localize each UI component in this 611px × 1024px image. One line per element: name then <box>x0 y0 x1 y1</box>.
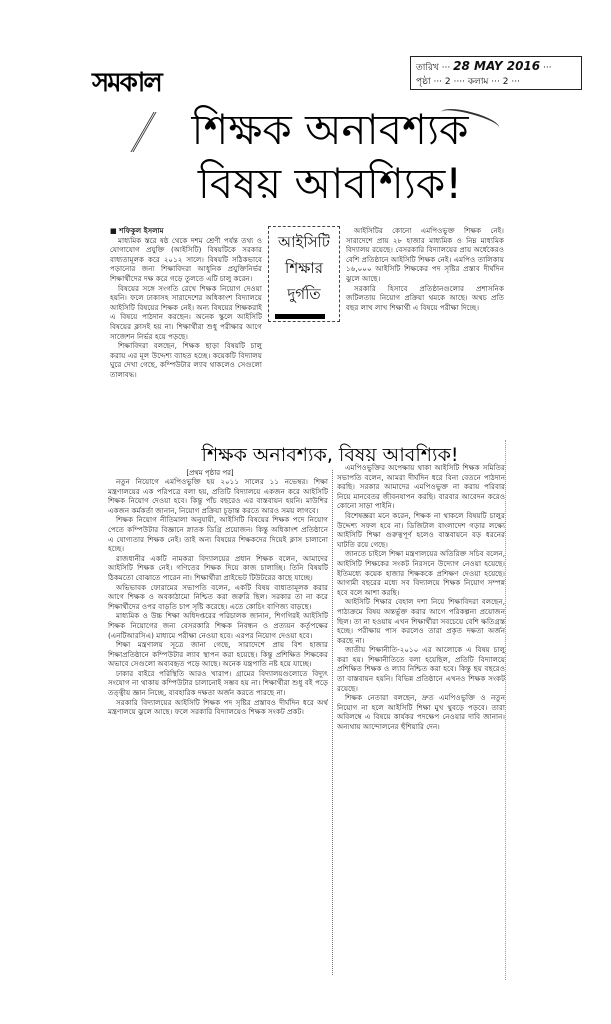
byline-text: শফিকুল ইসলাম <box>119 226 164 235</box>
paragraph: সরকারি হিসাবে প্রতিষ্ঠানগুলোর প্রশাসনিক জটিলতায় নিয়োগ প্রক্রিয়া থমকে আছে। অথচ প্রতি বছর লাখ লাখ শিক্ষার্থী এ বিষয়ে পরীক্ষা দিচ্ছে। <box>346 283 504 312</box>
inset-bar <box>275 314 325 319</box>
paragraph: বিষয়ের সঙ্গে সংগতি রেখে শিক্ষক নিয়োগ দেওয়া হয়নি। ফলে ঢাকাসহ সারাদেশের অধিকাংশ বিদ্যালয়ে আইসিটি বিষয়ের শিক্ষক নেই। অন্য বিষয়ের শিক্ষকরাই এ বিষয়ে পাঠদান করছেন। অনেক স্কুলে আইসিটি বিষয়ের ক্লাসই হয় না। শিক্ষার্থীরা শুধু পরীক্ষার আগে সাজেশন নির্ভর হয়ে পড়ছে। <box>110 283 262 341</box>
paragraph: বিশেষজ্ঞরা মনে করেন, শিক্ষক না থাকলে বিষয়টি চালুর উদ্দেশ্য সফল হবে না। ডিজিটাল বাংলাদেশ গড়ার লক্ষ্যে আইসিটি শিক্ষা গুরুত্বপূর্ণ হলেও বাস্তবায়নে বড় ধরনের ঘাটতি রয়ে গেছে। <box>337 510 505 549</box>
paragraph: শিক্ষক নিয়োগ নীতিমালা অনুযায়ী, আইসিটি বিষয়ের শিক্ষক পদে নিয়োগ পেতে কম্পিউটার বিজ্ঞানে স্নাতক ডিগ্রি প্রয়োজন। কিন্তু অধিকাংশ প্রতিষ্ঠানে এ যোগ্যতার শিক্ষক নেই। তাই অন্য বিষয়ের শিক্ষকদের দিয়েই ক্লাস চালানো হচ্ছে। <box>108 515 328 554</box>
inset-line-1: আইসিটি <box>278 233 330 251</box>
page-value: 2 <box>444 77 451 87</box>
lead-column-1 <box>110 226 262 436</box>
paragraph: এমপিওভুক্তির অপেক্ষায় থাকা আইসিটি শিক্ষক সমিতির সভাপতি বলেন, আমরা দীর্ঘদিন ধরে বিনা বেতনে পাঠদান করছি। সরকার আমাদের এমপিওভুক্ত না করায় পরিবার নিয়ে মানবেতর জীবনযাপন করছি। বারবার আবেদন করেও কোনো সাড়া পাইনি। <box>337 463 505 511</box>
column-label: কলাম <box>467 77 489 87</box>
paragraph: সরকারি বিদ্যালয়ের আইসিটি শিক্ষক পদ সৃষ্টির প্রস্তাবও দীর্ঘদিন ধরে অর্থ মন্ত্রণালয়ে ঝুলে আছে। ফলে সরকারি বিদ্যালয়েও শিক্ষক সংকট প্রকট। <box>108 697 328 717</box>
inset-box <box>268 226 340 322</box>
column-value: 2 <box>502 77 509 87</box>
newspaper-masthead: সমকাল <box>92 68 161 98</box>
paragraph: জানতে চাইলে শিক্ষা মন্ত্রণালয়ের অতিরিক্ত সচিব বলেন, আইসিটি শিক্ষকের সংকট নিরসনে উদ্যোগ নেওয়া হয়েছে। ইতিমধ্যে কয়েক হাজার শিক্ষককে প্রশিক্ষণ দেওয়া হয়েছে। আগামী বছরের মধ্যে সব বিদ্যালয়ে শিক্ষক নিয়োগ সম্পন্ন হবে বলে আশা করছি। <box>337 549 505 597</box>
body-column-2 <box>337 463 505 975</box>
column-divider <box>332 470 333 975</box>
date-value: 28 MAY 2016 <box>453 59 541 73</box>
paragraph: নতুন নিয়োগে এমপিওভুক্তি হয় ২০১১ সালের ১১ নভেম্বর। শিক্ষা মন্ত্রণালয়ের এক পরিপত্রে বলা হয়, প্রতিটি বিদ্যালয়ে একজন করে আইসিটি শিক্ষক নিয়োগ দেওয়া হবে। কিন্তু পাঁচ বছরেও এর বাস্তবায়ন হয়নি। মাউশির একজন কর্মকর্তা জানান, নিয়োগ প্রক্রিয়া চূড়ান্ত করতে আরও সময় লাগবে। <box>108 477 328 515</box>
paragraph: মাধ্যমিক ও উচ্চ শিক্ষা অধিদপ্তরের পরিচালক জানান, শিগগিরই আইসিটি শিক্ষক নিয়োগের জন্য বেসরকারি শিক্ষক নিবন্ধন ও প্রত্যয়ন কর্তৃপক্ষের (এনটিআরসিএ) মাধ্যমে পরীক্ষা নেওয়া হবে। এরপর নিয়োগ দেওয়া হবে। <box>108 611 328 640</box>
paragraph: আইসিটির কোনো এমপিওভুক্ত শিক্ষক নেই। সারাদেশে প্রায় ২৮ হাজার মাধ্যমিক ও নিম্ন মাধ্যমিক বিদ্যালয় রয়েছে। বেসরকারি বিদ্যালয়ের প্রায় অর্ধেকেরও বেশি প্রতিষ্ঠানে আইসিটি শিক্ষক নেই। এমপিও তালিকায় ১৬,০০০ আইসিটি শিক্ষকের পদ সৃষ্টির প্রস্তাব দীর্ঘদিন ঝুলে আছে। <box>346 226 504 283</box>
paragraph: ঢাকার বাইরে পরিস্থিতি আরও খারাপ। গ্রামের বিদ্যালয়গুলোতে বিদ্যুৎ সংযোগ না থাকায় কম্পিউটার চালানোই সম্ভব হয় না। শিক্ষার্থীরা শুধু বই পড়ে তত্ত্বীয় জ্ঞান নিচ্ছে, ব্যবহারিক দক্ষতা অর্জন করতে পারছে না। <box>108 668 328 698</box>
paragraph: শিক্ষক নেতারা বলছেন, দ্রুত এমপিওভুক্তি ও নতুন নিয়োগ না হলে আইসিটি শিক্ষা মুখ থুবড়ে পড়বে। তারা অবিলম্বে এ বিষয়ে কার্যকর পদক্ষেপ নেওয়ার দাবি জানান। অন্যথায় আন্দোলনের হুঁশিয়ারি দেন। <box>337 693 505 732</box>
continued-label: [প্রথম পৃষ্ঠার পর] <box>186 469 234 477</box>
inset-line-3: দুর্গতি <box>287 285 321 303</box>
inset-line-2: শিক্ষার <box>285 259 323 277</box>
paragraph: শিক্ষা মন্ত্রণালয় সূত্রে জানা গেছে, সারাদেশে প্রায় বিশ হাজার শিক্ষাপ্রতিষ্ঠানে কম্পিউটার ল্যাব স্থাপন করা হয়েছে। কিন্তু প্রশিক্ষিত শিক্ষকের অভাবে সেগুলো অব্যবহৃত পড়ে আছে। অনেক যন্ত্রপাতি নষ্ট হয়ে যাচ্ছে। <box>108 640 328 669</box>
paragraph: মাধ্যমিক স্তরে ষষ্ঠ থেকে দশম শ্রেণী পর্যন্ত তথ্য ও যোগাযোগ প্রযুক্তি (আইসিটি) বিষয়টিকে সরকার বাধ্যতামূলক করে ২০১২ সালে। বিষয়টি সঠিকভাবে পড়ানোর জন্য শিক্ষাবিদরা আধুনিক প্রযুক্তিনির্ভর শিক্ষার্থীদের দক্ষ করে গড়ে তুলতে এটি চালু করেন। <box>110 235 262 283</box>
paragraph: আইসিটি শিক্ষার বেহাল দশা নিয়ে শিক্ষাবিদরা বলছেন, পাঠ্যক্রমে বিষয় অন্তর্ভুক্ত করার আগে পরিকল্পনা প্রয়োজন ছিল। তা না হওয়ায় এখন শিক্ষার্থীরা সবচেয়ে বেশি ক্ষতিগ্রস্ত হচ্ছে। পরীক্ষায় পাস করলেও তারা প্রকৃত দক্ষতা অর্জন করছে না। <box>337 597 505 645</box>
paragraph: জাতীয় শিক্ষানীতি-২০১০ এর আলোকে এ বিষয় চালু করা হয়। শিক্ষানীতিতে বলা হয়েছিল, প্রতিটি বিদ্যালয়ে প্রশিক্ষিত শিক্ষক ও ল্যাব নিশ্চিত করা হবে। কিন্তু ছয় বছরেও তা বাস্তবায়ন হয়নি। বিভিন্ন প্রতিষ্ঠানে এখনও শিক্ষক সংকট রয়েছে। <box>337 645 505 693</box>
sub-headline: শিক্ষক অনাবশ্যক, বিষয় আবশ্যিক! <box>201 444 459 466</box>
column-edge <box>505 440 506 980</box>
paragraph: অভিভাবক ফোরামের সভাপতি বলেন, একটি বিষয় বাধ্যতামূলক করার আগে শিক্ষক ও অবকাঠামো নিশ্চিত করা জরুরি ছিল। সরকার তা না করে শিক্ষার্থীদের ওপর বাড়তি চাপ সৃষ্টি করেছে। এতে কোচিং বাণিজ্য বাড়ছে। <box>108 582 328 611</box>
headline-line-2: বিষয় আবশ্যিক! <box>197 159 463 208</box>
date-label: তারিখ <box>416 63 439 73</box>
page-label: পৃষ্ঠা <box>416 77 431 87</box>
body-column-1 <box>108 477 328 977</box>
lead-column-2 <box>346 226 504 436</box>
byline: ■ শফিকুল ইসলাম <box>110 226 164 235</box>
clipping-date-stamp: তারিখ ··· 28 MAY 2016 ··· পৃষ্ঠা ··· 2 ···· কলাম ··· 2 ··· <box>410 56 582 90</box>
headline-line-1: শিক্ষক অনাবশ্যক <box>191 105 469 154</box>
paragraph: রাজধানীর একটি নামকরা বিদ্যালয়ের প্রধান শিক্ষক বলেন, আমাদের আইসিটি শিক্ষক নেই। গণিতের শিক্ষক দিয়ে কাজ চালাচ্ছি। তিনি বিষয়টি ঠিকমতো বোঝাতে পারেন না। শিক্ষার্থীরা প্রাইভেট টিউটরের কাছে যাচ্ছে। <box>108 553 328 582</box>
paragraph: শিক্ষাবিদরা বলছেন, শিক্ষক ছাড়া বিষয়টি চালু করায় এর মূল উদ্দেশ্য ব্যাহত হচ্ছে। কয়েকটি বিদ্যালয় ঘুরে দেখা গেছে, কম্পিউটার ল্যাব থাকলেও সেগুলো তালাবদ্ধ। <box>110 341 262 379</box>
